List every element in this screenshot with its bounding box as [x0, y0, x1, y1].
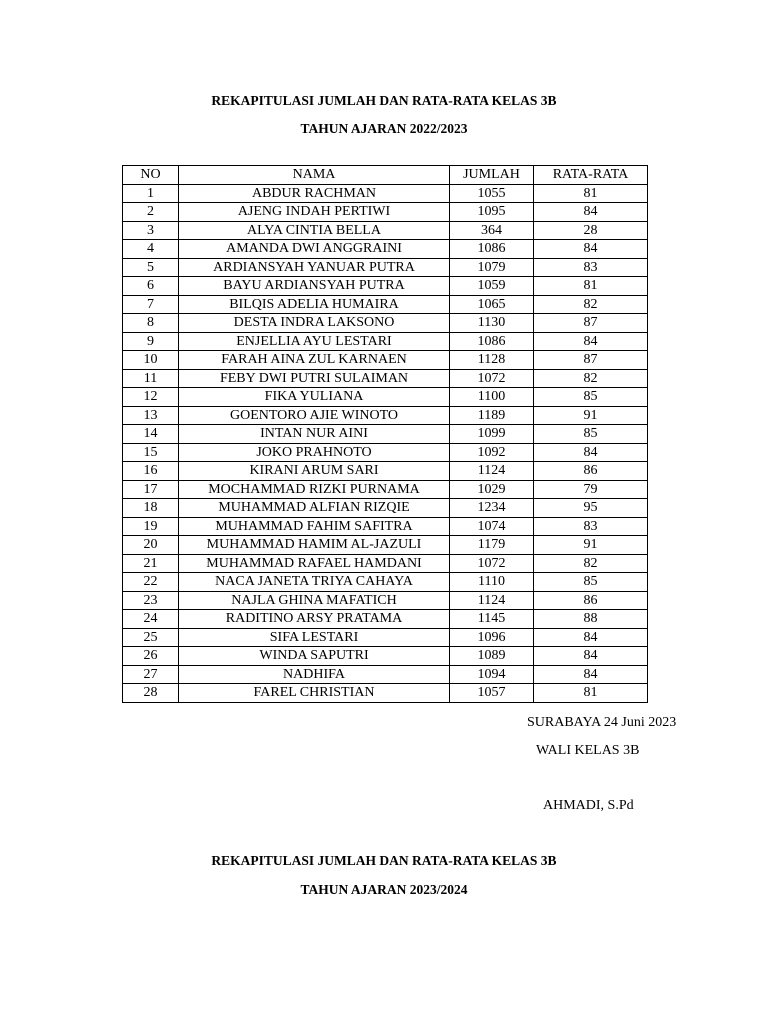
cell-jumlah: 1055 [450, 184, 534, 203]
cell-rata-rata: 95 [534, 499, 648, 518]
cell-nama: AJENG INDAH PERTIWI [179, 203, 450, 222]
table-row [123, 240, 648, 259]
cell-jumlah: 1110 [450, 573, 534, 592]
table-row [123, 388, 648, 407]
cell-nama: FAREL CHRISTIAN [179, 684, 450, 703]
cell-nama: MOCHAMMAD RIZKI PURNAMA [179, 480, 450, 499]
table-row [123, 351, 648, 370]
cell-jumlah: 1065 [450, 295, 534, 314]
cell-nama: ENJELLIA AYU LESTARI [179, 332, 450, 351]
cell-jumlah: 1100 [450, 388, 534, 407]
cell-nama: MUHAMMAD RAFAEL HAMDANI [179, 554, 450, 573]
cell-nama: NADHIFA [179, 665, 450, 684]
cell-rata-rata: 85 [534, 388, 648, 407]
table-row [123, 499, 648, 518]
cell-nama: MUHAMMAD HAMIM AL-JAZULI [179, 536, 450, 555]
recap-table [122, 165, 648, 703]
cell-nama: FEBY DWI PUTRI SULAIMAN [179, 369, 450, 388]
cell-nama: JOKO PRAHNOTO [179, 443, 450, 462]
cell-rata-rata: 84 [534, 332, 648, 351]
table-row [123, 332, 648, 351]
cell-jumlah: 1095 [450, 203, 534, 222]
cell-nama: BILQIS ADELIA HUMAIRA [179, 295, 450, 314]
table-row [123, 184, 648, 203]
cell-no: 21 [123, 554, 179, 573]
cell-no: 7 [123, 295, 179, 314]
cell-jumlah: 1086 [450, 332, 534, 351]
second-document-title: REKAPITULASI JUMLAH DAN RATA-RATA KELAS 3B [211, 853, 557, 868]
cell-nama: ARDIANSYAH YANUAR PUTRA [179, 258, 450, 277]
cell-no: 9 [123, 332, 179, 351]
cell-no: 17 [123, 480, 179, 499]
cell-no: 13 [123, 406, 179, 425]
cell-nama: AMANDA DWI ANGGRAINI [179, 240, 450, 259]
cell-rata-rata: 79 [534, 480, 648, 499]
header-rata-rata: RATA-RATA [534, 166, 648, 185]
table-row [123, 295, 648, 314]
cell-rata-rata: 83 [534, 258, 648, 277]
table-row [123, 573, 648, 592]
cell-jumlah: 1089 [450, 647, 534, 666]
cell-nama: ABDUR RACHMAN [179, 184, 450, 203]
cell-no: 26 [123, 647, 179, 666]
cell-no: 2 [123, 203, 179, 222]
cell-jumlah: 1124 [450, 591, 534, 610]
cell-jumlah: 1094 [450, 665, 534, 684]
cell-no: 25 [123, 628, 179, 647]
cell-nama: ALYA CINTIA BELLA [179, 221, 450, 240]
table-row [123, 462, 648, 481]
cell-rata-rata: 91 [534, 536, 648, 555]
cell-nama: FARAH AINA ZUL KARNAEN [179, 351, 450, 370]
table-row [123, 203, 648, 222]
cell-rata-rata: 84 [534, 628, 648, 647]
cell-no: 1 [123, 184, 179, 203]
cell-jumlah: 1072 [450, 554, 534, 573]
cell-rata-rata: 87 [534, 351, 648, 370]
header-no: NO [123, 166, 179, 185]
cell-nama: NACA JANETA TRIYA CAHAYA [179, 573, 450, 592]
table-row [123, 536, 648, 555]
cell-rata-rata: 87 [534, 314, 648, 333]
cell-jumlah: 1074 [450, 517, 534, 536]
recap-table-header [123, 166, 648, 185]
cell-nama: MUHAMMAD ALFIAN RIZQIE [179, 499, 450, 518]
cell-no: 10 [123, 351, 179, 370]
cell-jumlah: 1096 [450, 628, 534, 647]
table-row [123, 277, 648, 296]
cell-no: 22 [123, 573, 179, 592]
cell-no: 23 [123, 591, 179, 610]
table-row [123, 425, 648, 444]
cell-rata-rata: 88 [534, 610, 648, 629]
cell-jumlah: 364 [450, 221, 534, 240]
cell-jumlah: 1179 [450, 536, 534, 555]
table-row [123, 665, 648, 684]
cell-rata-rata: 83 [534, 517, 648, 536]
cell-jumlah: 1072 [450, 369, 534, 388]
cell-no: 20 [123, 536, 179, 555]
table-row [123, 480, 648, 499]
cell-rata-rata: 81 [534, 277, 648, 296]
cell-rata-rata: 85 [534, 573, 648, 592]
cell-no: 11 [123, 369, 179, 388]
table-row [123, 258, 648, 277]
cell-jumlah: 1128 [450, 351, 534, 370]
table-row [123, 628, 648, 647]
academic-year-title: TAHUN AJARAN 2022/2023 [300, 121, 468, 136]
cell-nama: WINDA SAPUTRI [179, 647, 450, 666]
cell-rata-rata: 84 [534, 240, 648, 259]
cell-rata-rata: 85 [534, 425, 648, 444]
cell-nama: KIRANI ARUM SARI [179, 462, 450, 481]
cell-no: 12 [123, 388, 179, 407]
cell-nama: SIFA LESTARI [179, 628, 450, 647]
cell-jumlah: 1092 [450, 443, 534, 462]
cell-nama: GOENTORO AJIE WINOTO [179, 406, 450, 425]
cell-nama: FIKA YULIANA [179, 388, 450, 407]
cell-rata-rata: 28 [534, 221, 648, 240]
cell-jumlah: 1079 [450, 258, 534, 277]
cell-jumlah: 1099 [450, 425, 534, 444]
cell-jumlah: 1130 [450, 314, 534, 333]
cell-rata-rata: 84 [534, 665, 648, 684]
table-row [123, 684, 648, 703]
table-row [123, 647, 648, 666]
cell-no: 3 [123, 221, 179, 240]
document-title: REKAPITULASI JUMLAH DAN RATA-RATA KELAS 3B [211, 93, 557, 108]
header-nama: NAMA [179, 166, 450, 185]
table-row [123, 591, 648, 610]
cell-no: 18 [123, 499, 179, 518]
table-row [123, 369, 648, 388]
cell-no: 6 [123, 277, 179, 296]
cell-no: 27 [123, 665, 179, 684]
recap-table-body [123, 184, 648, 702]
cell-rata-rata: 86 [534, 591, 648, 610]
cell-rata-rata: 82 [534, 295, 648, 314]
cell-no: 28 [123, 684, 179, 703]
signature-place-date: SURABAYA 24 Juni 2023 [527, 715, 677, 730]
table-row [123, 314, 648, 333]
cell-jumlah: 1189 [450, 406, 534, 425]
cell-jumlah: 1086 [450, 240, 534, 259]
cell-rata-rata: 84 [534, 443, 648, 462]
header-jumlah: JUMLAH [450, 166, 534, 185]
cell-jumlah: 1029 [450, 480, 534, 499]
cell-no: 5 [123, 258, 179, 277]
cell-no: 14 [123, 425, 179, 444]
table-row [123, 554, 648, 573]
cell-rata-rata: 91 [534, 406, 648, 425]
cell-nama: BAYU ARDIANSYAH PUTRA [179, 277, 450, 296]
cell-jumlah: 1234 [450, 499, 534, 518]
cell-no: 16 [123, 462, 179, 481]
table-row [123, 406, 648, 425]
table-row [123, 517, 648, 536]
cell-rata-rata: 82 [534, 369, 648, 388]
cell-rata-rata: 81 [534, 184, 648, 203]
cell-jumlah: 1124 [450, 462, 534, 481]
cell-nama: INTAN NUR AINI [179, 425, 450, 444]
table-row [123, 610, 648, 629]
cell-jumlah: 1057 [450, 684, 534, 703]
header-row [123, 166, 648, 185]
cell-rata-rata: 84 [534, 647, 648, 666]
cell-rata-rata: 86 [534, 462, 648, 481]
table-row [123, 221, 648, 240]
cell-no: 4 [123, 240, 179, 259]
table-row [123, 443, 648, 462]
cell-rata-rata: 84 [534, 203, 648, 222]
cell-nama: DESTA INDRA LAKSONO [179, 314, 450, 333]
cell-rata-rata: 82 [534, 554, 648, 573]
cell-no: 24 [123, 610, 179, 629]
second-academic-year-title: TAHUN AJARAN 2023/2024 [300, 882, 468, 897]
signature-role: WALI KELAS 3B [536, 743, 640, 758]
cell-nama: NAJLA GHINA MAFATICH [179, 591, 450, 610]
cell-no: 15 [123, 443, 179, 462]
cell-nama: MUHAMMAD FAHIM SAFITRA [179, 517, 450, 536]
cell-no: 8 [123, 314, 179, 333]
cell-rata-rata: 81 [534, 684, 648, 703]
signature-name: AHMADI, S.Pd [543, 798, 634, 813]
cell-jumlah: 1059 [450, 277, 534, 296]
cell-jumlah: 1145 [450, 610, 534, 629]
cell-no: 19 [123, 517, 179, 536]
cell-nama: RADITINO ARSY PRATAMA [179, 610, 450, 629]
